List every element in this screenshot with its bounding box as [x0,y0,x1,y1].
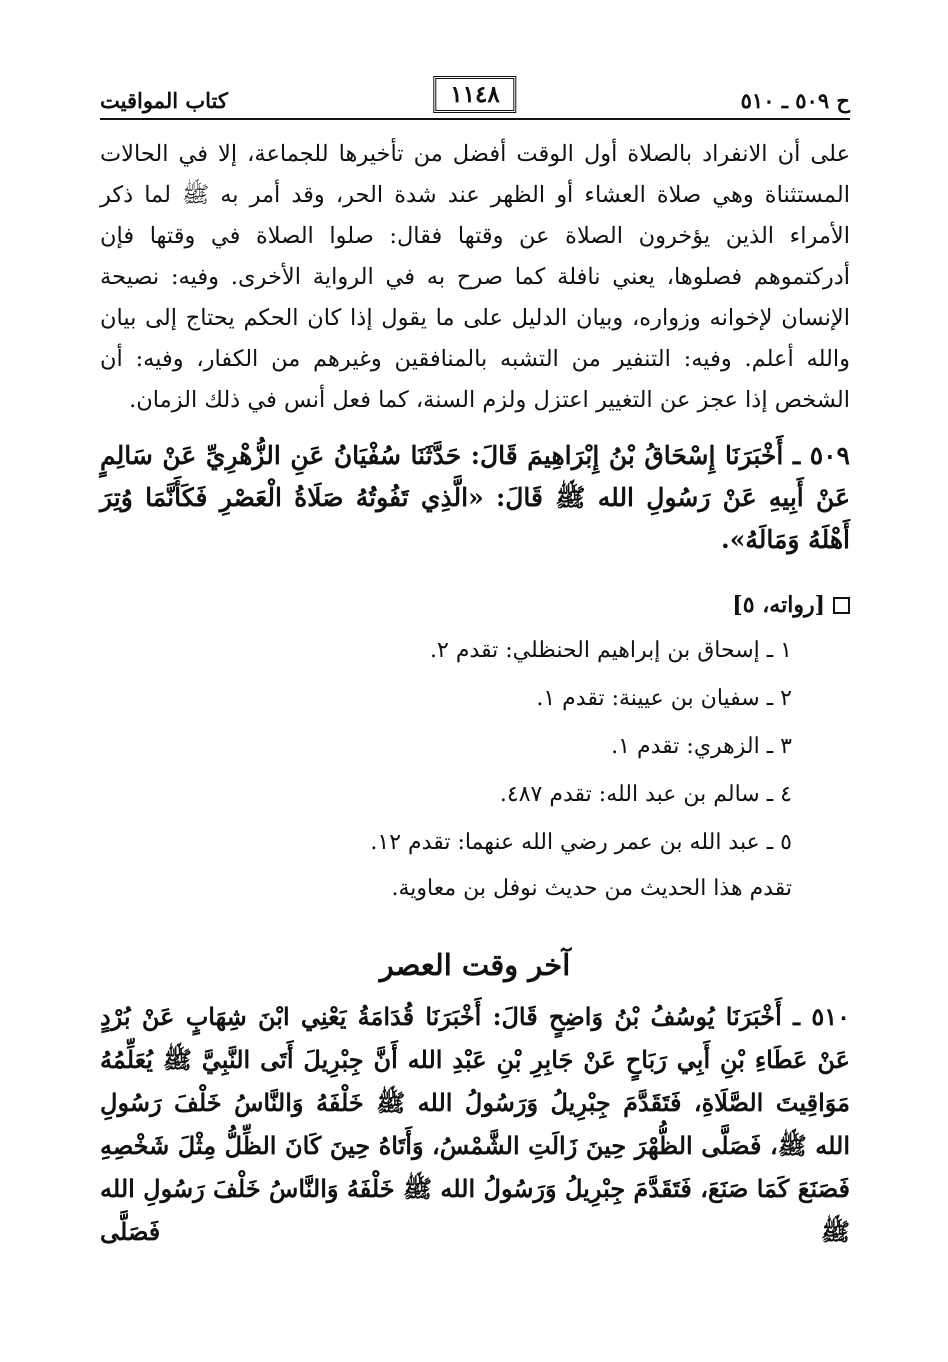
narrators-list [100,627,850,867]
narrator-item: ٤ ـ سالم بن عبد الله: تقدم ٤٨٧. [499,782,792,807]
narrators-note: تقدم هذا الحديث من حديث نوفل بن معاوية. [391,876,792,901]
narrator-item: ٥ ـ عبد الله بن عمر رضي الله عنهما: تقدم ١٢. [370,830,792,855]
narrators-heading [100,587,850,623]
narrator-item: ٢ ـ سفيان بن عيينة: تقدم ١. [536,686,792,711]
narrator-item: ١ ـ إسحاق بن إبراهيم الحنظلي: تقدم ٢. [430,638,792,663]
page-content [100,134,850,1253]
header-divider [100,118,850,120]
book-chapter-title: كتاب المواقيت [100,88,228,113]
page-number: ١١٤٨ [433,76,516,113]
hadith-510: ٥١٠ ـ أَخْبَرَنَا يُوسُفُ بْنُ وَاضِحٍ قَالَ: أَخْبَرَنَا قُدَامَةُ يَعْنِي ابْنَ شِهَابٍ عَنْ بُرْدٍ عَنْ عَطَاءِ بْنِ أَبِي رَبَاحٍ عَنْ جَابِرِ بْنِ عَبْدِ الله أَنَّ جِبْرِيلَ أَتَى النَّبِيَّ ﷺ يُعَلِّمُهُ مَوَاقِيتَ الصَّلَاةِ، فَتَقَدَّمَ جِبْرِيلُ وَرَسُولُ الله ﷺ خَلْفَهُ وَالنَّاسُ خَلْفَ رَسُولِ الله ﷺ، فَصَلَّى الظُّهْرَ حِينَ زَالَتِ الشَّمْسُ، وَأَتَاهُ حِينَ كَانَ الظِّلُّ مِثْلَ شَخْصِهِ فَصَنَعَ كَمَا صَنَعَ، فَتَقَدَّمَ جِبْرِيلُ وَرَسُولُ الله ﷺ خَلْفَهُ وَالنَّاسُ خَلْفَ رَسُولِ الله ﷺ فَصَلَّى [100,1002,850,1246]
hadith-range: ح ٥٠٩ ـ ٥١٠ [740,88,850,113]
commentary-paragraph: على أن الانفراد بالصلاة أول الوقت أفضل من تأخيرها للجماعة، إلا في الحالات المستثناة وهي صلاة العشاء أو الظهر عند شدة الحر، وقد أمر به ﷺ لما ذكر الأمراء الذين يؤخرون الصلاة عن وقتها فقال: صلوا الصلاة في وقتها فإن أدركتموهم فصلوها، يعني نافلة كما صرح به في الرواية الأخرى. وفيه: نصيحة الإنسان لإخوانه وزواره، وبيان الدليل على ما يقول إذا كان الحكم يحتاج إلى بيان والله أعلم. وفيه: التنفير من التشبه بالمنافقين وغيرهم من الكفار، وفيه: أن الشخص إذا عجز عن التغيير اعتزل ولزم السنة، كما فعل أنس في ذلك الزمان. [100,141,850,413]
narrators-heading-text: [رواته، ٥] [732,592,825,618]
square-bullet-icon [833,597,850,614]
page-header [100,74,850,122]
section-title: آخر وقت العصر [379,948,571,982]
hadith-509: ٥٠٩ ـ أَخْبَرَنَا إِسْحَاقُ بْنُ إِبْرَاهِيمَ قَالَ: حَدَّثَنَا سُفْيَانُ عَنِ الزُّهْرِيِّ عَنْ سَالِمٍ عَنْ أَبِيهِ عَنْ رَسُولِ الله ﷺ قَالَ: «الَّذِي تَفُوتُهُ صَلَاةُ الْعَصْرِ فَكَأَنَّمَا وُتِرَ أَهْلَهُ وَمَالَهُ». [100,441,850,554]
narrator-item: ٣ ـ الزهري: تقدم ١. [611,734,792,759]
